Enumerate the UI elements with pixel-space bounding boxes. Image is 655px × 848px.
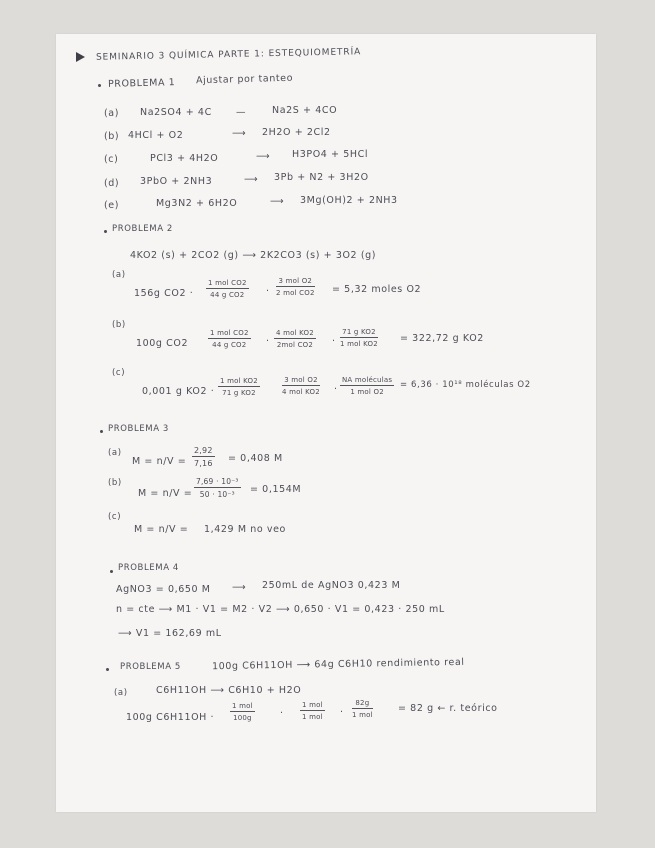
problem-3-bullet bbox=[100, 430, 103, 433]
fraction: $\frac{\text{7,69 · 10⁻³}}{\text{50 · 10⁻³}}$ bbox=[196, 477, 239, 499]
fraction: 3 mol O2 4 mol KO2 bbox=[282, 376, 320, 396]
problem-5-bullet bbox=[106, 668, 109, 671]
fraction: NA moléculas 1 mol O2 bbox=[342, 376, 393, 396]
problem-1-subtitle: Ajustar por tanteo bbox=[195, 72, 294, 87]
fraction: 71 g KO2 1 mol KO2 bbox=[340, 328, 378, 348]
problem-4-line-2: n = cte ⟶ M1 · V1 = M2 · V2 ⟶ 0,650 · V1 = 0,423 · 250 mL bbox=[116, 604, 445, 615]
fraction: 1 mol 1 mol bbox=[302, 701, 323, 721]
fraction: 1 mol CO2 44 g CO2 bbox=[208, 279, 247, 299]
fraction: $\frac{2,92}{7,16}$ bbox=[194, 446, 213, 468]
problem-5-statement: 100g C6H11OH ⟶ 64g C6H10 rendimiento real bbox=[211, 656, 465, 673]
fraction: 3 mol O2 2 mol CO2 bbox=[276, 277, 315, 297]
problem-4-line-3: ⟶ V1 = 162,69 mL bbox=[118, 628, 222, 639]
problem-2-heading: PROBLEMA 2 bbox=[112, 224, 173, 234]
problem-2-equation: 4KO2 (s) + 2CO2 (g) ⟶ 2K2CO3 (s) + 3O2 (g) bbox=[130, 250, 377, 261]
fraction: 4 mol KO2 2mol CO2 bbox=[276, 329, 314, 349]
problem-1-bullet bbox=[98, 84, 101, 87]
problem-4-bullet bbox=[110, 570, 113, 573]
problem-1-heading: PROBLEMA 1 bbox=[107, 77, 176, 90]
fraction: 1 mol 100g bbox=[232, 702, 253, 722]
problem-5-heading: PROBLEMA 5 bbox=[120, 662, 181, 672]
fraction: 1 mol KO2 71 g KO2 bbox=[220, 377, 258, 397]
problem-4-heading: PROBLEMA 4 bbox=[118, 563, 179, 573]
page-title: SEMINARIO 3 QUÍMICA PARTE 1: ESTEQUIOMETRÍA bbox=[95, 47, 362, 63]
fraction: 1 mol CO2 44 g CO2 bbox=[210, 329, 249, 349]
fraction: 82g 1 mol bbox=[352, 699, 373, 719]
title-bullet-icon bbox=[76, 52, 85, 62]
problem-3-heading: PROBLEMA 3 bbox=[108, 424, 169, 434]
problem-2-bullet bbox=[104, 230, 107, 233]
